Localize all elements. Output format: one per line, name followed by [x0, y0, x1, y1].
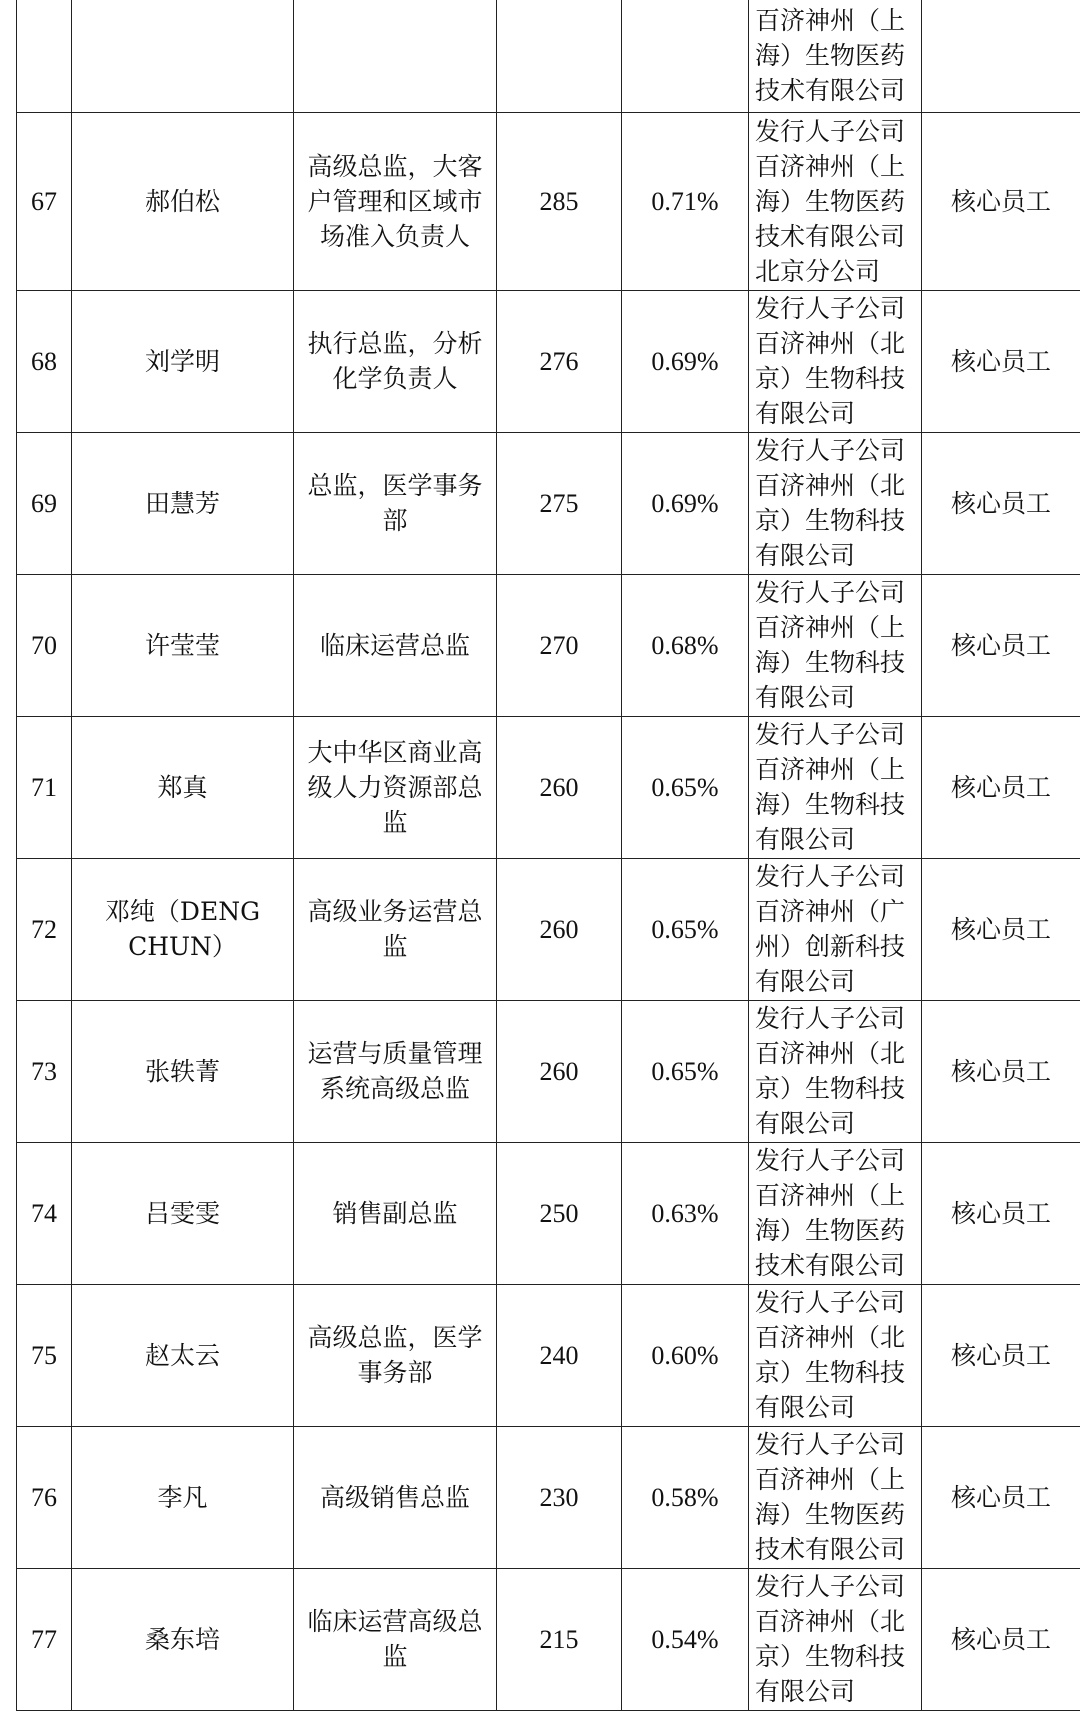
cell-shares: 270	[497, 574, 622, 716]
cell-ratio: 0.68%	[622, 574, 749, 716]
table-row	[17, 716, 1080, 858]
cell-position: 高级总监，医学 事务部	[294, 1284, 497, 1426]
cell-position: 销售副总监	[294, 1142, 497, 1284]
cell-no: 71	[17, 716, 72, 858]
cell-shares: 260	[497, 858, 622, 1000]
cell-ratio: 0.71%	[622, 112, 749, 290]
cell-name: 田慧芳	[72, 432, 294, 574]
cell-no: 69	[17, 432, 72, 574]
cell-category: 核心员工	[922, 1426, 1080, 1568]
table-body	[17, 0, 1080, 1710]
cell-company: 发行人子公司 百济神州（上 海）生物医药 技术有限公司	[749, 1426, 922, 1568]
table-row	[17, 858, 1080, 1000]
cell-position: 执行总监，分析 化学负责人	[294, 290, 497, 432]
cell-category: 核心员工	[922, 858, 1080, 1000]
cell-category: 核心员工	[922, 432, 1080, 574]
cell-category: 核心员工	[922, 574, 1080, 716]
cell-ratio: 0.65%	[622, 858, 749, 1000]
cell-company: 发行人子公司 百济神州（北 京）生物科技 有限公司	[749, 290, 922, 432]
cell-ratio	[622, 0, 749, 112]
cell-ratio: 0.54%	[622, 1568, 749, 1710]
cell-category	[922, 0, 1080, 112]
table-row	[17, 1426, 1080, 1568]
cell-name: 郑真	[72, 716, 294, 858]
table-row	[17, 574, 1080, 716]
table-row	[17, 112, 1080, 290]
cell-category: 核心员工	[922, 1568, 1080, 1710]
cell-shares: 276	[497, 290, 622, 432]
employee-allocation-table	[16, 0, 1080, 1711]
table-row-partial	[17, 0, 1080, 112]
cell-position: 高级总监，大客 户管理和区域市 场准入负责人	[294, 112, 497, 290]
cell-shares: 230	[497, 1426, 622, 1568]
cell-name: 张轶菁	[72, 1000, 294, 1142]
cell-name: 桑东培	[72, 1568, 294, 1710]
cell-company: 发行人子公司 百济神州（上 海）生物医药 技术有限公司	[749, 1142, 922, 1284]
cell-name: 赵太云	[72, 1284, 294, 1426]
table-row	[17, 290, 1080, 432]
cell-company: 百济神州（上 海）生物医药 技术有限公司	[749, 0, 922, 112]
cell-name	[72, 0, 294, 112]
cell-category: 核心员工	[922, 1142, 1080, 1284]
table-row	[17, 1000, 1080, 1142]
cell-company: 发行人子公司 百济神州（上 海）生物医药 技术有限公司 北京分公司	[749, 112, 922, 290]
cell-no: 70	[17, 574, 72, 716]
cell-company: 发行人子公司 百济神州（上 海）生物科技 有限公司	[749, 716, 922, 858]
cell-position: 运营与质量管理 系统高级总监	[294, 1000, 497, 1142]
cell-ratio: 0.65%	[622, 1000, 749, 1142]
cell-ratio: 0.69%	[622, 432, 749, 574]
cell-no: 72	[17, 858, 72, 1000]
cell-position: 临床运营高级总 监	[294, 1568, 497, 1710]
cell-position: 大中华区商业高 级人力资源部总 监	[294, 716, 497, 858]
cell-no: 76	[17, 1426, 72, 1568]
table-row	[17, 432, 1080, 574]
cell-shares: 260	[497, 1000, 622, 1142]
cell-no	[17, 0, 72, 112]
cell-position: 高级业务运营总 监	[294, 858, 497, 1000]
cell-ratio: 0.63%	[622, 1142, 749, 1284]
cell-name: 刘学明	[72, 290, 294, 432]
cell-position: 总监，医学事务 部	[294, 432, 497, 574]
cell-category: 核心员工	[922, 716, 1080, 858]
cell-company: 发行人子公司 百济神州（北 京）生物科技 有限公司	[749, 1284, 922, 1426]
cell-no: 75	[17, 1284, 72, 1426]
cell-company: 发行人子公司 百济神州（上 海）生物科技 有限公司	[749, 574, 922, 716]
cell-position	[294, 0, 497, 112]
employee-table-container	[16, 0, 1080, 1711]
cell-company: 发行人子公司 百济神州（广 州）创新科技 有限公司	[749, 858, 922, 1000]
cell-name: 吕雯雯	[72, 1142, 294, 1284]
cell-company: 发行人子公司 百济神州（北 京）生物科技 有限公司	[749, 1568, 922, 1710]
table-row	[17, 1142, 1080, 1284]
cell-ratio: 0.58%	[622, 1426, 749, 1568]
cell-category: 核心员工	[922, 112, 1080, 290]
cell-category: 核心员工	[922, 1000, 1080, 1142]
cell-name: 许莹莹	[72, 574, 294, 716]
table-row	[17, 1568, 1080, 1710]
cell-ratio: 0.69%	[622, 290, 749, 432]
cell-shares	[497, 0, 622, 112]
cell-shares: 240	[497, 1284, 622, 1426]
cell-name: 郝伯松	[72, 112, 294, 290]
cell-category: 核心员工	[922, 1284, 1080, 1426]
cell-name: 邓纯（DENG CHUN）	[72, 858, 294, 1000]
cell-shares: 250	[497, 1142, 622, 1284]
table-row	[17, 1284, 1080, 1426]
cell-position: 高级销售总监	[294, 1426, 497, 1568]
cell-shares: 275	[497, 432, 622, 574]
cell-ratio: 0.65%	[622, 716, 749, 858]
cell-no: 77	[17, 1568, 72, 1710]
cell-company: 发行人子公司 百济神州（北 京）生物科技 有限公司	[749, 432, 922, 574]
cell-no: 68	[17, 290, 72, 432]
cell-no: 74	[17, 1142, 72, 1284]
cell-no: 73	[17, 1000, 72, 1142]
cell-company: 发行人子公司 百济神州（北 京）生物科技 有限公司	[749, 1000, 922, 1142]
cell-shares: 260	[497, 716, 622, 858]
cell-shares: 215	[497, 1568, 622, 1710]
cell-shares: 285	[497, 112, 622, 290]
cell-ratio: 0.60%	[622, 1284, 749, 1426]
cell-name: 李凡	[72, 1426, 294, 1568]
cell-position: 临床运营总监	[294, 574, 497, 716]
cell-no: 67	[17, 112, 72, 290]
cell-category: 核心员工	[922, 290, 1080, 432]
